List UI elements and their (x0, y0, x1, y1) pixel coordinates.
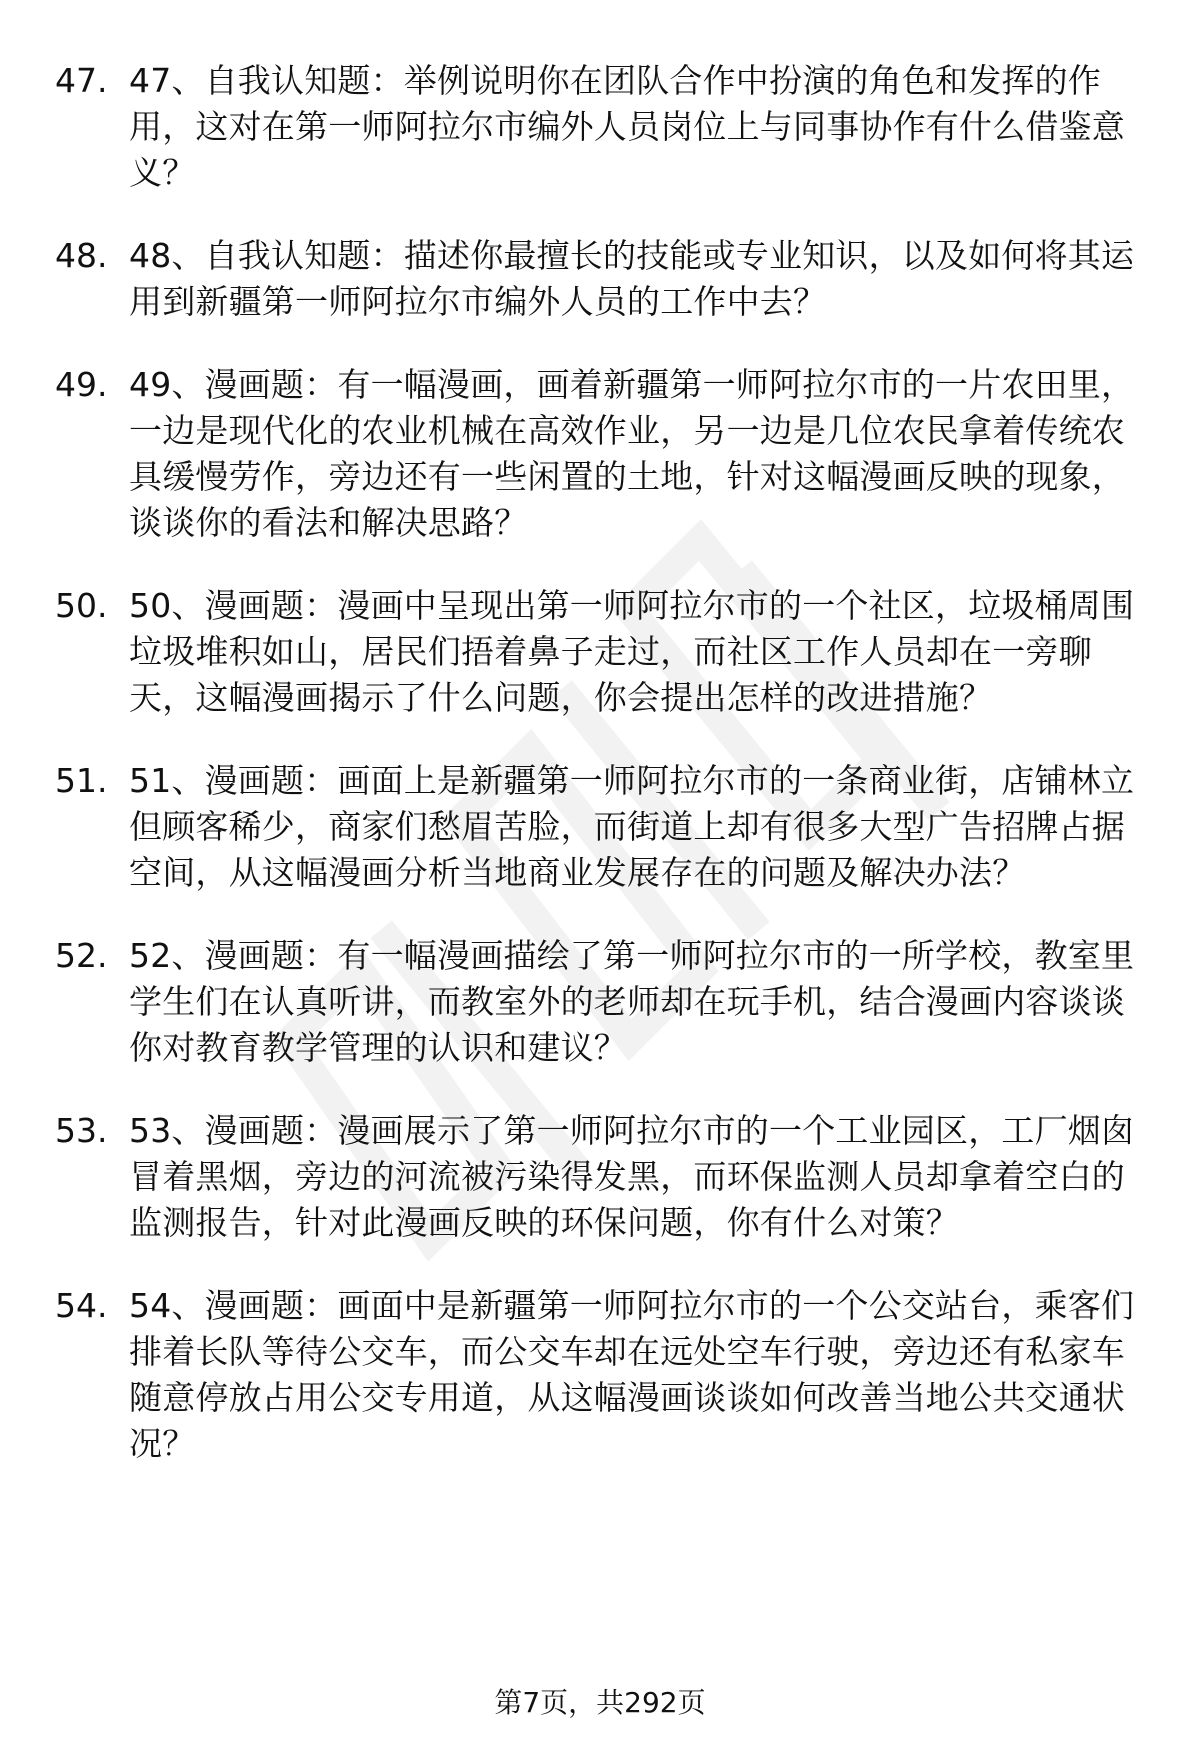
question-number: 50. (55, 586, 108, 625)
question-number: 47. (55, 61, 108, 100)
question-number: 51. (55, 761, 108, 800)
question-text: 51、漫画题：画面上是新疆第一师阿拉尔市的一条商业街，店铺林立但顾客稀少，商家们愁眉苦脸，而街道上却有很多大型广告招牌占据空间，从这幅漫画分析当地商业发展存在的问题及解决办法？ (129, 761, 1135, 892)
question-item (55, 1108, 1155, 1246)
question-text: 53、漫画题：漫画展示了第一师阿拉尔市的一个工业园区，工厂烟囱冒着黑烟，旁边的河流被污染得发黑，而环保监测人员却拿着空白的监测报告，针对此漫画反映的环保问题，你有什么对策？ (129, 1111, 1135, 1242)
question-text: 54、漫画题：画面中是新疆第一师阿拉尔市的一个公交站台，乘客们排着长队等待公交车，而公交车却在远处空车行驶，旁边还有私家车随意停放占用公交专用道，从这幅漫画谈谈如何改善当地公共交通状况？ (129, 1286, 1135, 1463)
question-text: 50、漫画题：漫画中呈现出第一师阿拉尔市的一个社区，垃圾桶周围垃圾堆积如山，居民们捂着鼻子走过，而社区工作人员却在一旁聊天，这幅漫画揭示了什么问题，你会提出怎样的改进措施？ (129, 586, 1135, 717)
question-item (55, 362, 1155, 546)
question-item (55, 758, 1155, 896)
question-number: 54. (55, 1286, 108, 1325)
question-item (55, 233, 1155, 325)
question-number: 53. (55, 1111, 108, 1150)
question-number: 48. (55, 236, 108, 275)
question-item (55, 58, 1155, 196)
question-text: 47、自我认知题：举例说明你在团队合作中扮演的角色和发挥的作用，这对在第一师阿拉尔市编外人员岗位上与同事协作有什么借鉴意义？ (129, 61, 1125, 192)
question-number: 52. (55, 936, 108, 975)
question-item (55, 583, 1155, 721)
question-item (55, 1283, 1155, 1467)
page-footer (0, 1683, 1200, 1723)
question-number: 49. (55, 365, 108, 404)
question-list (55, 58, 1155, 1504)
question-text: 52、漫画题：有一幅漫画描绘了第一师阿拉尔市的一所学校，教室里学生们在认真听讲，而教室外的老师却在玩手机，结合漫画内容谈谈你对教育教学管理的认识和建议？ (129, 936, 1135, 1067)
question-text: 48、自我认知题：描述你最擅长的技能或专业知识，以及如何将其运用到新疆第一师阿拉尔市编外人员的工作中去？ (129, 236, 1135, 321)
question-item (55, 933, 1155, 1071)
page-number: 第7页，共292页 (494, 1686, 706, 1719)
question-text: 49、漫画题：有一幅漫画，画着新疆第一师阿拉尔市的一片农田里，一边是现代化的农业机械在高效作业，另一边是几位农民拿着传统农具缓慢劳作，旁边还有一些闲置的土地，针对这幅漫画反映的现象，谈谈你的看法和解决思路？ (129, 365, 1135, 542)
